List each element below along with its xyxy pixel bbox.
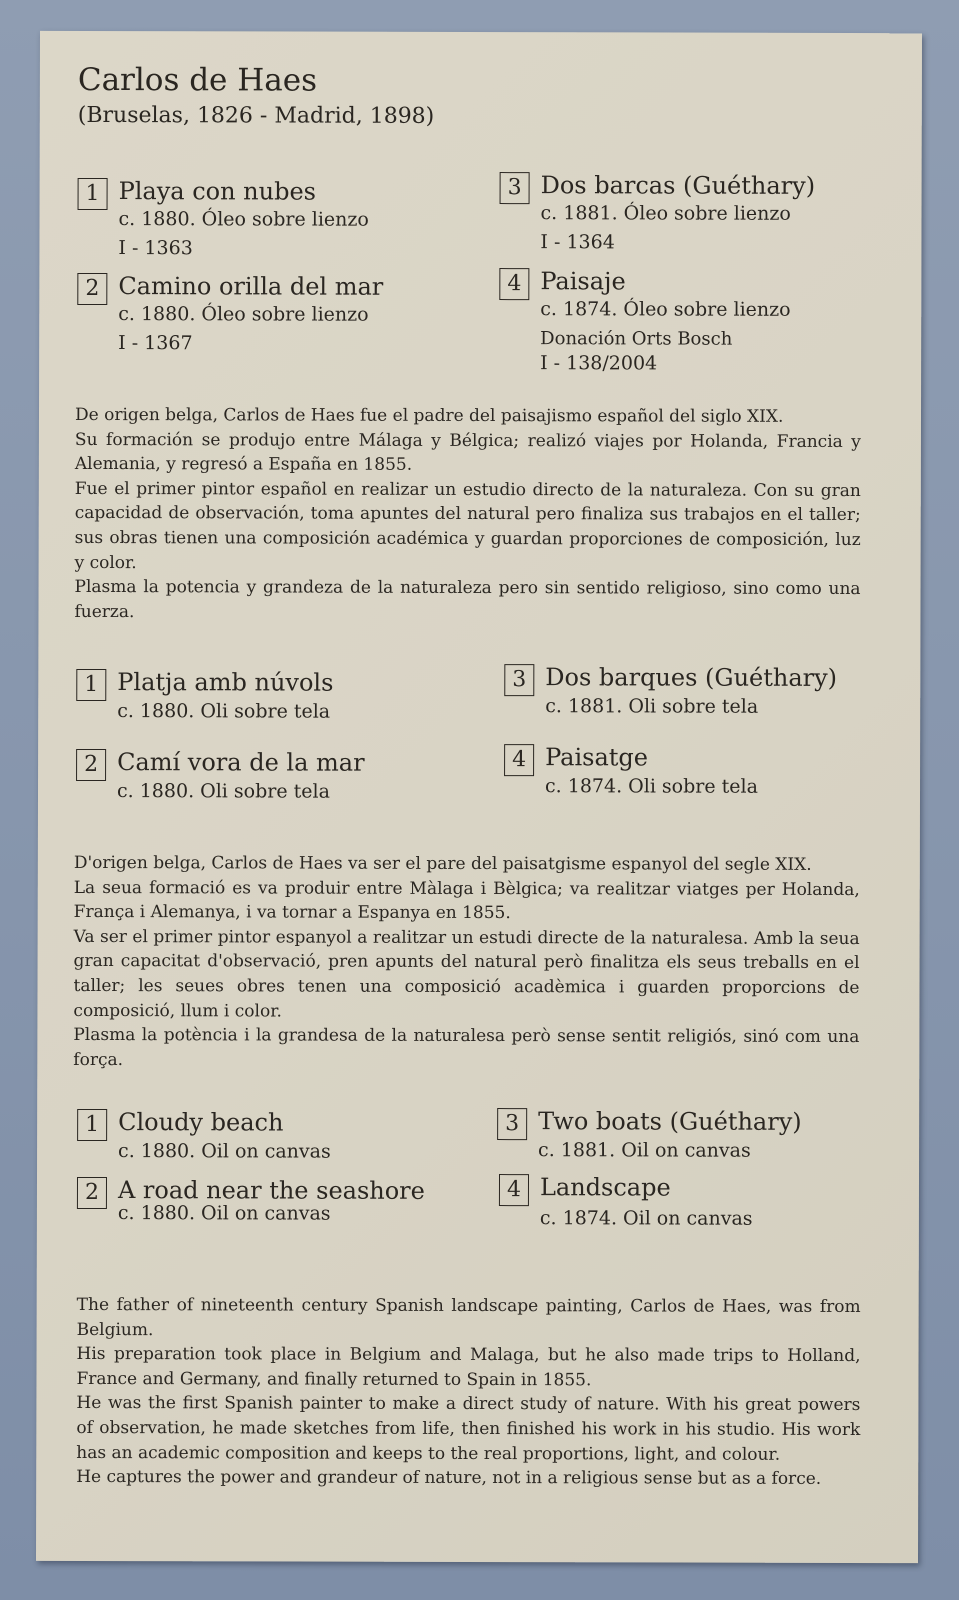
placard-header <box>78 61 435 132</box>
paragraph: He was the first Spanish painter to make a direct study of nature. With his great powers of observation, he made sketches from life, then finished his work in his studio. His work has an academic composition and keeps to the real proportions, light, and colour. <box>76 1393 861 1465</box>
work-title: Dos barques (Guéthary) <box>545 663 838 692</box>
paragraph: Plasma la potència i la grandesa de la naturalesa però sense sentit religiós, sinó com una força. <box>73 1025 860 1070</box>
paragraph: He captures the power and grandeur of nature, not in a religious sense but as a force. <box>76 1467 822 1490</box>
work-medium: c. 1880. Óleo sobre lienzo <box>118 303 369 326</box>
work-medium: c. 1880. Óleo sobre lienzo <box>118 208 369 231</box>
work-number-badge: 1 <box>76 669 106 701</box>
work-number-badge: 3 <box>500 172 530 204</box>
paragraph: Plasma la potencia y grandeza de la naturaleza pero sin sentido religioso, sino como una fuerza. <box>74 577 861 622</box>
work-number-badge: 3 <box>504 664 534 696</box>
work-title: A road near the seashore <box>117 1176 425 1205</box>
paragraph: De origen belga, Carlos de Haes fue el padre del paisajismo español del siglo XIX. <box>74 404 784 427</box>
work-title: Landscape <box>539 1173 671 1202</box>
work-number-badge: 2 <box>76 749 106 781</box>
work-inventory: I - 1367 <box>118 332 193 355</box>
work-title: Playa con nubes <box>118 177 317 206</box>
work-medium: c. 1880. Oli sobre tela <box>117 700 331 723</box>
work-number-badge: 1 <box>77 1109 107 1141</box>
work-inventory: I - 1364 <box>540 231 615 254</box>
description-es <box>74 403 861 626</box>
work-number-badge: 2 <box>77 1177 107 1209</box>
paragraph: His preparation took place in Belgium and Malaga, but he also made trips to Holland, France and Germany, and finally returned to Spain in 1855. <box>76 1344 861 1391</box>
work-title: Dos barcas (Guéthary) <box>540 171 816 200</box>
museum-placard <box>36 31 922 1563</box>
artist-name: Carlos de Haes <box>77 61 318 99</box>
work-title: Paisaje <box>540 267 626 296</box>
work-number-badge: 4 <box>504 744 534 776</box>
work-inventory: I - 138/2004 <box>540 352 658 375</box>
work-medium: c. 1880. Oil on canvas <box>118 1140 331 1163</box>
work-title: Camino orilla del mar <box>118 272 384 301</box>
work-donation: Donación Orts Bosch <box>540 328 733 350</box>
description-ca <box>73 851 860 1074</box>
paragraph: Fue el primer pintor español en realizar un estudio directo de la naturaleza. Con su gran capacidad de observación, toma apuntes del natural pero finaliza sus trabajos en el taller; sus obras tienen una composición académica y guardan proporciones de composición, luz y color. <box>74 478 861 573</box>
work-medium: c. 1881. Oil on canvas <box>538 1139 751 1162</box>
work-number-badge: 2 <box>77 273 107 305</box>
work-title: Cloudy beach <box>118 1108 284 1137</box>
paragraph: Su formación se produjo entre Málaga y Bélgica; realizó viajes por Holanda, Francia y Alemania, y regresó a España en 1855. <box>74 429 861 476</box>
work-number-badge: 4 <box>499 1174 529 1206</box>
work-medium: c. 1874. Oli sobre tela <box>544 775 758 798</box>
paragraph: The father of nineteenth century Spanish landscape painting, Carlos de Haes, was from Belgium. <box>76 1294 861 1340</box>
work-number-badge: 4 <box>499 268 529 300</box>
work-title: Platja amb núvols <box>117 668 334 697</box>
work-title: Camí vora de la mar <box>117 748 365 777</box>
work-medium: c. 1874. Oil on canvas <box>539 1207 753 1230</box>
work-number-badge: 3 <box>497 1108 527 1140</box>
work-title: Paisatge <box>545 743 649 772</box>
paragraph: La seua formació es va produir entre Màlaga i Bèlgica; va realitzar viatges per Holanda, França i Alemanya, i va tornar a Espanya en 1855. <box>73 877 860 924</box>
work-inventory: I - 1363 <box>118 237 193 260</box>
description-en <box>76 1293 861 1492</box>
work-medium: c. 1881. Óleo sobre lienzo <box>540 202 791 225</box>
work-title: Two boats (Guéthary) <box>538 1107 802 1136</box>
paragraph: D'origen belga, Carlos de Haes va ser el pare del paisatgisme espanyol del segle XIX. <box>73 852 812 875</box>
paragraph: Va ser el primer pintor espanyol a realitzar un estudi directe de la naturalesa. Amb la seua gran capacitat d'observació, pren apunts del natural però finalitza els seus treballs en el taller; les seues obres tenen una composició acadèmica i guarden proporcions de composició, llum i color. <box>73 926 860 1022</box>
work-number-badge: 1 <box>78 178 108 210</box>
work-medium: c. 1880. Oli sobre tela <box>116 780 330 803</box>
work-medium: c. 1874. Óleo sobre lienzo <box>540 298 791 321</box>
work-medium: c. 1880. Oil on canvas <box>117 1202 331 1225</box>
work-medium: c. 1881. Oli sobre tela <box>545 695 759 718</box>
artist-dates: (Bruselas, 1826 - Madrid, 1898) <box>77 102 435 129</box>
